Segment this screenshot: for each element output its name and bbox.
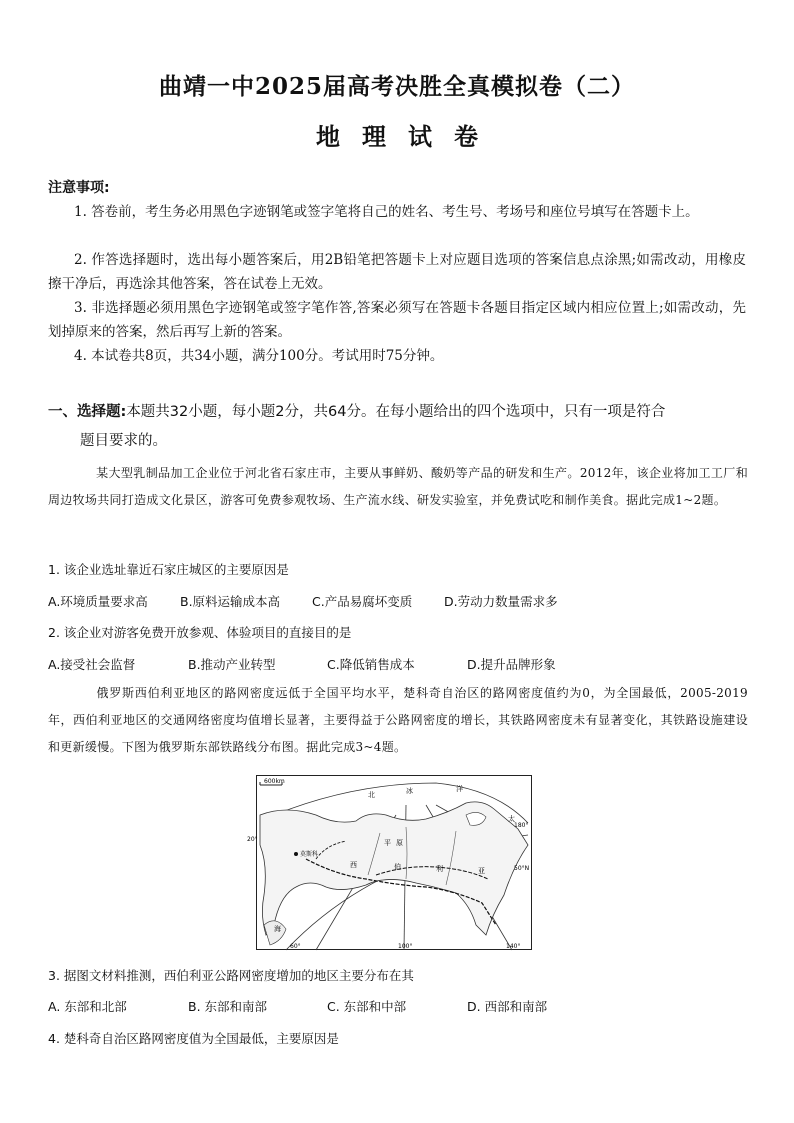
label-yang: 洋 bbox=[456, 785, 463, 793]
exam-title: 曲靖一中2025届高考决胜全真模拟卷（二） bbox=[158, 73, 635, 100]
section-instructions: 本题共32小题，每小题2分，共64分。在每小题给出的四个选项中，只有一项是符合 bbox=[126, 404, 666, 420]
exam-subject: 地理试卷 bbox=[316, 122, 500, 151]
notice-item-2: 2. 作答选择题时，选出每小题答案后，用2B铅笔把答题卡上对应题目选项的答案信息点涂黑;如需改动，用橡皮擦干净后，再选涂其他答案，答在试卷上无效。 bbox=[48, 252, 746, 292]
q3-option-d[interactable]: D. 西部和南部 bbox=[467, 999, 548, 1014]
question-4-stem: 4. 楚科奇自治区路网密度值为全国最低，主要原因是 bbox=[48, 1031, 339, 1046]
scale-label: 600km bbox=[264, 778, 285, 785]
lat-20-label: 20° bbox=[247, 836, 258, 843]
q1-option-d[interactable]: D.劳动力数量需求多 bbox=[444, 594, 558, 609]
moscow-marker bbox=[294, 852, 298, 856]
question-3-stem: 3. 据图文材料推测，西伯利亚公路网密度增加的地区主要分布在其 bbox=[48, 968, 414, 983]
label-xi: 西 bbox=[350, 861, 357, 869]
russia-railway-map bbox=[247, 775, 532, 950]
q1-option-a[interactable]: A.环境质量要求高 bbox=[48, 594, 148, 609]
section-instructions-cont: 题目要求的。 bbox=[80, 433, 167, 449]
lon-180-label: 180° bbox=[514, 822, 529, 829]
label-bei: 北 bbox=[368, 791, 375, 799]
q2-option-d[interactable]: D.提升品牌形象 bbox=[467, 657, 556, 672]
notice-item-4: 4. 本试卷共8页，共34小题，满分100分。考试用时75分钟。 bbox=[74, 348, 444, 364]
section-heading bbox=[48, 398, 748, 456]
label-li: 利 bbox=[436, 865, 443, 873]
passage-1: 某大型乳制品加工企业位于河北省石家庄市，主要从事鲜奶、酸奶等产品的研发和生产。2012年，该企业将加工工厂和周边牧场共同打造成文化景区，游客可免费参观牧场、生产流水线、研发实验室，并免费试吃和制作美食。据此完成1~2题。 bbox=[48, 466, 748, 507]
q2-option-a[interactable]: A.接受社会监督 bbox=[48, 657, 136, 672]
q3-option-a[interactable]: A. 东部和北部 bbox=[48, 999, 127, 1014]
q2-option-b[interactable]: B.推动产业转型 bbox=[188, 657, 276, 672]
q1-option-b[interactable]: B.原料运输成本高 bbox=[180, 594, 281, 609]
lon-60-label: 60° bbox=[290, 943, 301, 950]
label-yuan: 原 bbox=[396, 839, 403, 847]
label-tai: 太 bbox=[508, 815, 515, 823]
notice-item-3: 3. 非选择题必须用黑色字迹钢笔或签字笔作答,答案必须写在答题卡各题目指定区域内相应位置上;如需改动，先划掉原来的答案，然后再写上新的答案。 bbox=[48, 300, 746, 340]
q1-option-c[interactable]: C.产品易腐坏变质 bbox=[312, 594, 413, 609]
passage-2: 俄罗斯西伯利亚地区的路网密度远低于全国平均水平，楚科奇自治区的路网密度值约为0，为全国最低，2005-2019年，西伯利亚地区的交通网络密度均值增长显著，主要得益于公路网密度的增长，其铁路网密度未有显著变化，其铁路设施建设和更新缓慢。下图为俄罗斯东部铁路线分布图。据此完成3~4题。 bbox=[48, 686, 748, 754]
q3-option-b[interactable]: B. 东部和南部 bbox=[188, 999, 268, 1014]
q3-option-c[interactable]: C. 东部和中部 bbox=[327, 999, 407, 1014]
label-bo: 伯 bbox=[394, 863, 401, 871]
notice-item-1: 1. 答卷前，考生务必用黑色字迹钢笔或签字笔将自己的姓名、考生号、考场号和座位号填写在答题卡上。 bbox=[74, 204, 699, 220]
q2-option-c[interactable]: C.降低销售成本 bbox=[327, 657, 415, 672]
section-label: 一、选择题: bbox=[48, 404, 127, 420]
label-ya: 亚 bbox=[478, 867, 485, 875]
notice-heading: 注意事项: bbox=[48, 180, 110, 196]
label-ping: 平 bbox=[384, 839, 391, 847]
question-1-stem: 1. 该企业选址靠近石家庄城区的主要原因是 bbox=[48, 562, 289, 577]
label-bing: 冰 bbox=[406, 787, 413, 795]
moscow-label: 莫斯科 bbox=[300, 851, 319, 858]
lon-100-label: 100° bbox=[398, 943, 413, 950]
scale-bar bbox=[260, 778, 285, 785]
lat-50-label: 50°N bbox=[514, 865, 530, 872]
label-hai: 海 bbox=[274, 925, 281, 933]
lon-140-label: 140° bbox=[506, 943, 521, 950]
question-2-stem: 2. 该企业对游客免费开放参观、体验项目的直接目的是 bbox=[48, 625, 352, 640]
